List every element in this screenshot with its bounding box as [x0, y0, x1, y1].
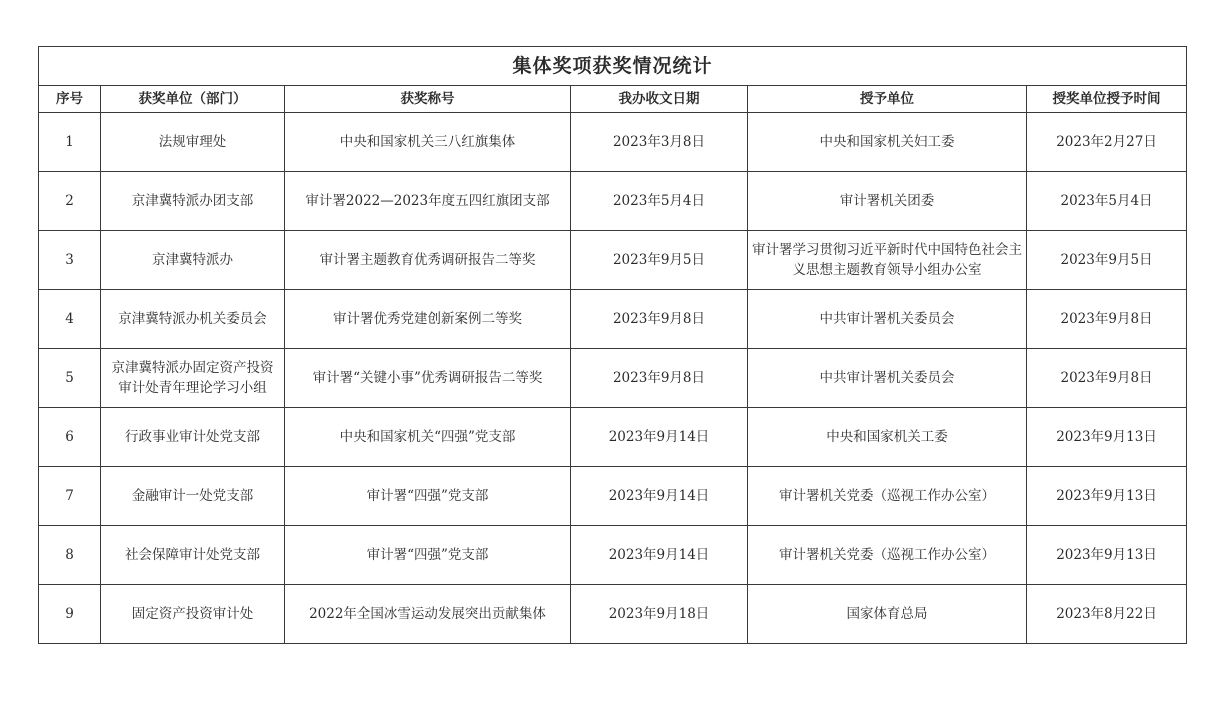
- cell-no: 8: [39, 526, 101, 585]
- cell-received-date: 2023年3月8日: [571, 113, 748, 172]
- cell-unit: 社会保障审计处党支部: [101, 526, 285, 585]
- cell-granted-date: 2023年5月4日: [1027, 172, 1187, 231]
- cell-award: 审计署“四强”党支部: [285, 526, 571, 585]
- cell-granted-date: 2023年9月13日: [1027, 408, 1187, 467]
- cell-no: 3: [39, 231, 101, 290]
- cell-unit: 行政事业审计处党支部: [101, 408, 285, 467]
- cell-grantor: 中央和国家机关工委: [748, 408, 1027, 467]
- cell-received-date: 2023年9月14日: [571, 526, 748, 585]
- header-received-date: 我办收文日期: [571, 86, 748, 113]
- award-statistics-sheet: [38, 46, 1186, 644]
- cell-no: 2: [39, 172, 101, 231]
- cell-unit: 固定资产投资审计处: [101, 585, 285, 644]
- cell-unit: 法规审理处: [101, 113, 285, 172]
- cell-award: 中央和国家机关三八红旗集体: [285, 113, 571, 172]
- cell-no: 5: [39, 349, 101, 408]
- cell-unit: 京津冀特派办固定资产投资审计处青年理论学习小组: [101, 349, 285, 408]
- cell-received-date: 2023年9月18日: [571, 585, 748, 644]
- cell-grantor: 审计署机关党委（巡视工作办公室）: [748, 526, 1027, 585]
- cell-granted-date: 2023年9月5日: [1027, 231, 1187, 290]
- cell-no: 1: [39, 113, 101, 172]
- table-row: [39, 526, 1187, 585]
- cell-unit: 京津冀特派办: [101, 231, 285, 290]
- cell-granted-date: 2023年8月22日: [1027, 585, 1187, 644]
- cell-unit: 京津冀特派办团支部: [101, 172, 285, 231]
- cell-no: 7: [39, 467, 101, 526]
- cell-award: 审计署优秀党建创新案例二等奖: [285, 290, 571, 349]
- header-row: [39, 86, 1187, 113]
- cell-granted-date: 2023年2月27日: [1027, 113, 1187, 172]
- cell-granted-date: 2023年9月13日: [1027, 467, 1187, 526]
- header-award: 获奖称号: [285, 86, 571, 113]
- cell-no: 6: [39, 408, 101, 467]
- cell-grantor: 中央和国家机关妇工委: [748, 113, 1027, 172]
- cell-award: 审计署“关键小事”优秀调研报告二等奖: [285, 349, 571, 408]
- cell-granted-date: 2023年9月13日: [1027, 526, 1187, 585]
- cell-grantor: 审计署学习贯彻习近平新时代中国特色社会主义思想主题教育领导小组办公室: [748, 231, 1027, 290]
- cell-received-date: 2023年5月4日: [571, 172, 748, 231]
- cell-award: 审计署主题教育优秀调研报告二等奖: [285, 231, 571, 290]
- cell-award: 2022年全国冰雪运动发展突出贡献集体: [285, 585, 571, 644]
- table-row: [39, 172, 1187, 231]
- cell-award: 中央和国家机关“四强”党支部: [285, 408, 571, 467]
- cell-grantor: 审计署机关党委（巡视工作办公室）: [748, 467, 1027, 526]
- table-row: [39, 290, 1187, 349]
- header-no: 序号: [39, 86, 101, 113]
- table-title: 集体奖项获奖情况统计: [39, 47, 1187, 86]
- cell-grantor: 中共审计署机关委员会: [748, 349, 1027, 408]
- header-unit: 获奖单位（部门）: [101, 86, 285, 113]
- cell-no: 9: [39, 585, 101, 644]
- cell-award: 审计署2022—2023年度五四红旗团支部: [285, 172, 571, 231]
- cell-granted-date: 2023年9月8日: [1027, 290, 1187, 349]
- cell-award: 审计署“四强”党支部: [285, 467, 571, 526]
- cell-granted-date: 2023年9月8日: [1027, 349, 1187, 408]
- header-grantor: 授予单位: [748, 86, 1027, 113]
- table-row: [39, 585, 1187, 644]
- cell-received-date: 2023年9月14日: [571, 408, 748, 467]
- table-row: [39, 408, 1187, 467]
- cell-unit: 京津冀特派办机关委员会: [101, 290, 285, 349]
- cell-received-date: 2023年9月8日: [571, 349, 748, 408]
- cell-received-date: 2023年9月5日: [571, 231, 748, 290]
- cell-received-date: 2023年9月8日: [571, 290, 748, 349]
- cell-received-date: 2023年9月14日: [571, 467, 748, 526]
- table-row: [39, 467, 1187, 526]
- cell-grantor: 审计署机关团委: [748, 172, 1027, 231]
- cell-grantor: 中共审计署机关委员会: [748, 290, 1027, 349]
- cell-unit: 金融审计一处党支部: [101, 467, 285, 526]
- table-row: [39, 231, 1187, 290]
- award-table: [38, 46, 1187, 644]
- table-row: [39, 349, 1187, 408]
- header-granted-date: 授奖单位授予时间: [1027, 86, 1187, 113]
- cell-no: 4: [39, 290, 101, 349]
- cell-grantor: 国家体育总局: [748, 585, 1027, 644]
- table-row: [39, 113, 1187, 172]
